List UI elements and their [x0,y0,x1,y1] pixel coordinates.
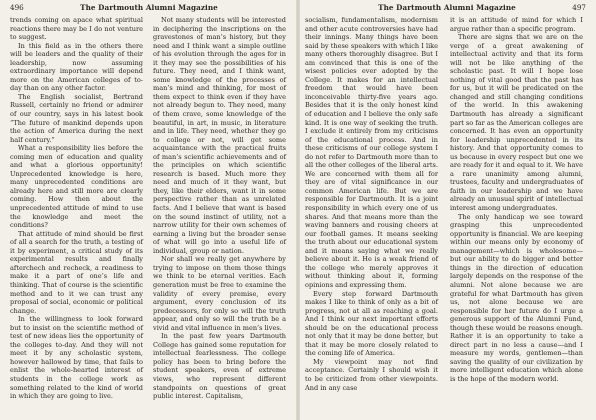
paragraph: My viewpoint may not find acceptance. Certainly I should wish it to be criticized from other viewpoints. And in any case [305,357,438,392]
paragraph: That attitude of mind should be first of all a search for the truth, a testing of it by experiment, a critical study of its experimental results and finally afterchech and recheck, a readiness to make it a part of one’s life and thinking. That of course is the scientific method and to it we can trust any proposal of social, economic or political change. [10,229,143,315]
paragraph: Nor shall we really get anywhere by trying to impose on them those things we think to be eternal verities. Each generation must be free to examine the validity of every premise, every argument, every conclusion of its predecessors, for only so will the truth appear, and only so will the truth be a vivid and vital influence in men’s lives. [153,255,286,332]
right-running-title: The Dartmouth Alumni Magazine [378,3,516,12]
left-running-title: The Dartmouth Alumni Magazine [80,3,218,12]
paragraph: The English socialist, Bertrand Russell, certainly no friend or admirer of our country, says in his latest book “The future of mankind depends upon the action of America during the next half century.” [10,92,143,144]
right-page-number: 497 [572,3,586,12]
paragraph: In the willingness to look forward but to insist on the scientific method of test of new ideas lies the opportunity of the colleges to-day. And they will not meet it by any scholastic system, however hallowed by time, that fails to enlist the whole-hearted interest of students in the college work as something related to the kind of world in which they are going to live. [10,315,143,401]
paragraph: What a responsibility lies before the coming men of education and quality and what a glorious opportunity! Unprecedented knowledge is here, many unprecedented conditions are already here and still more are clearly coming. How then about the unprecedented attitude of mind to use the knowledge and meet the conditions? [10,144,143,230]
paragraph: trends coming on apace what spiritual reactions there may be I do not venture to suggest. [10,16,143,42]
right-column-2 [450,16,583,384]
paragraph: socialism, fundamentalism, modernism and other acute controversies have had their innings. Many things have been said by these speakers with which I like many others thoroughly disagree. But I am convinced that this is one of the wisest policies ever adopted by the College. It makes for an intellectual freedom that would have been inconceivable thirty-five years ago. Besides that it is the only honest kind of education and I believe the only safe kind. It is one way of seeking the truth. I exclude it entirely from my criticisms of the educational process. And in these criticisms of our college system I do not refer to Dartmouth more than to all the other colleges of the liberal arts. We are concerned with them all for they are of vital significance in our common American life. But we are responsible for Dartmouth. It is a joint responsibility in which every one of us shares. And that means more than the waving banners and rousing cheers at our football games. It means seeking the truth about our educational system and it means saying what we really believe about it. He is a weak friend of the college who merely approves it without thinking about it, forming opinions and expressing them. [305,16,438,289]
paragraph: There are signs that we are on the verge of a great awakening of intellectual activity and that its form will not be like anything of the scholastic past. It will I hope lose nothing of vital good that the past has for us, but it will be predicated on the changed and still changing conditions of the world. In this awakening Dartmouth has already a significant part so far as the American colleges are concerned. It has even an opportunity for leadership unprecedented in its history. And that opportunity comes to us because in every respect but one we are ready for it and equal to it. We have a rare unanimity among alumni, trustees, faculty and undergraduates of faith in our leadership and we have already an unusual spirit of intellectual interest among undergraduates. [450,33,583,213]
left-column-1 [10,16,143,401]
paragraph: Every step forward Dartmouth makes I like to think of only as a bit of progress, not at all as reaching a goal. And I think our next important efforts should be on the educational process not only that it may be done better, but that it may be more closely related to the coming life of America. [305,289,438,358]
right-column-1 [305,16,438,392]
left-running-head [10,3,288,15]
left-page-number: 496 [10,3,24,12]
paragraph: The only handicap we see toward grasping this unprecedented opportunity is financial. We are keeping within our means only by economy of management—which is wholesome—but our ability to do bigger and better things in the direction of education largely depends on the response of the alumni. Not alone because we are grateful for what Dartmouth has given us, not alone because we are responsible for her future do I urge a generous support of the Alumni Fund, though these would be reasons enough. Rather it is an opportunity to take a direct part in no less a cause—and I measure my words, gentlemen—than saving the quality of our civilization by more intelligent education which alone is the hope of the modern world. [450,212,583,383]
paragraph: In this field as in the others there will be leaders and the quality of their leadership, now assuming extraordinary importance will depend more on the American colleges of to-day than on any other factor. [10,41,143,93]
right-running-head [308,3,586,15]
paragraph: it is an attitude of mind for which I argue rather than a specific program. [450,16,583,33]
right-page [298,0,596,420]
paragraph: Not many students will be interested in deciphering the inscriptions on the gravestones of man’s history, but they need and I think want a simple outline of his evolution through the ages for in it they may see the possibilities of his future. They need, and I think want, some knowledge of the processes of man’s mind and thinking, for most of them expect to think even if they have not already begun to. They need, many of them crave, some knowledge of the beautiful, in art, in music, in literature and in life. They need, whether they go to college or not, will get some acquaintance with the practical fruits of man’s scientific achievements and of the principles on which scientific research is based. Much more they need and much of it they want, but they, like their elders, want it in some perspective rather than as unrelated facts. And I believe that want is based on the sound instinct of utility, not a narrow utility for their own schemes of earning a living but the broader sense of what will go into a useful life of individual, group or nation. [153,16,286,255]
paragraph: In the past few years Dartmouth College has gained some reputation for intellectual fearlessness. The college policy has been to bring before the student speakers, even of extreme views, who represent different standpoints on questions of great public interest. Capitalism, [153,332,286,401]
left-column-2 [153,16,286,401]
